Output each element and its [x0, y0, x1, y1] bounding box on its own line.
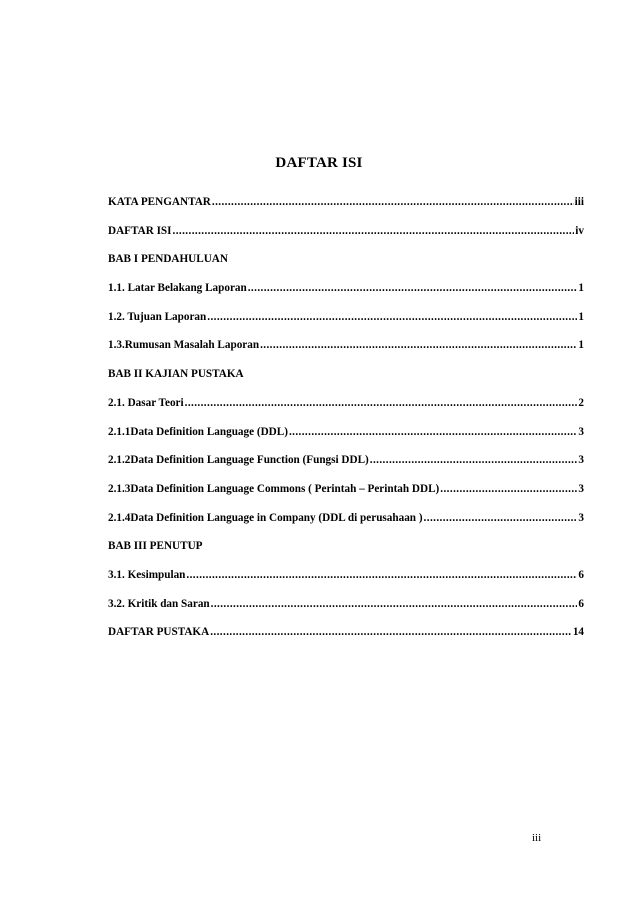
toc-entry-page: iii: [574, 196, 584, 208]
toc-leader-dots: [210, 626, 572, 638]
toc-entry-label: KATA PENGANTAR: [108, 196, 211, 208]
toc-leader-dots: [248, 282, 578, 294]
toc-entry-2-1-3: [108, 483, 584, 512]
toc-entry-daftar-pustaka: [108, 626, 584, 655]
toc-entry-3-1: [108, 569, 584, 598]
toc-entry-page: 2: [578, 396, 584, 409]
toc-entry-page: 1: [578, 310, 584, 323]
toc-entry-2-1: [108, 397, 584, 426]
toc-leader-dots: [424, 512, 578, 524]
toc-entry-1-1: [108, 282, 584, 311]
toc-leader-dots: [289, 426, 577, 438]
toc-entry-label: 3.1. Kesimpulan: [108, 568, 186, 581]
toc-entry-label: 2.1.1Data Definition Language (DDL): [108, 425, 288, 438]
toc-entry-page: 3: [578, 511, 584, 524]
toc-entry-label: 1.3.Rumusan Masalah Laporan: [108, 339, 260, 352]
toc-entry-page: 1: [578, 339, 584, 352]
table-of-contents: [108, 196, 584, 655]
toc-leader-dots: [212, 196, 574, 208]
page-title: DAFTAR ISI: [275, 155, 363, 171]
page-number: iii: [532, 832, 542, 844]
toc-entry-2-1-2: [108, 454, 584, 483]
toc-entry-label: 2.1.3Data Definition Language Commons ( Perintah – Perintah DDL): [108, 482, 440, 495]
toc-entry-daftar-isi: [108, 225, 584, 254]
toc-leader-dots: [207, 311, 577, 323]
toc-heading-label: BAB I PENDAHULUAN: [108, 253, 228, 266]
toc-entry-1-3: [108, 339, 584, 368]
toc-entry-3-2: [108, 598, 584, 627]
toc-leader-dots: [186, 569, 577, 581]
toc-heading-label: BAB III PENUTUP: [108, 540, 203, 553]
toc-entry-label: 1.2. Tujuan Laporan: [108, 310, 207, 323]
toc-entry-page: 6: [578, 568, 584, 581]
toc-entry-label: DAFTAR PUSTAKA: [108, 626, 210, 639]
toc-entry-label: 2.1. Dasar Teori: [108, 396, 184, 409]
toc-leader-dots: [260, 339, 577, 351]
toc-heading-bab-3: [108, 540, 584, 569]
toc-leader-dots: [370, 454, 578, 466]
toc-leader-dots: [173, 225, 575, 237]
toc-entry-page: 1: [578, 282, 584, 295]
toc-entry-1-2: [108, 311, 584, 340]
toc-entry-2-1-1: [108, 426, 584, 455]
toc-entry-label: 2.1.2Data Definition Language Function (Fungsi DDL): [108, 454, 369, 467]
toc-entry-kata-pengantar: [108, 196, 584, 225]
toc-heading-bab-2: [108, 368, 584, 397]
toc-heading-label: BAB II KAJIAN PUSTAKA: [108, 368, 244, 381]
toc-entry-page: 3: [578, 425, 584, 438]
toc-entry-page: 14: [572, 626, 584, 639]
toc-leader-dots: [440, 483, 577, 495]
toc-entry-page: iv: [575, 224, 584, 237]
toc-entry-label: 2.1.4Data Definition Language in Company (DDL di perusahaan ): [108, 511, 423, 524]
toc-entry-page: 3: [578, 482, 584, 495]
toc-entry-page: 3: [578, 454, 584, 467]
toc-entry-label: DAFTAR ISI: [108, 224, 172, 237]
toc-entry-label: 3.2. Kritik dan Saran: [108, 597, 210, 610]
toc-heading-bab-1: [108, 253, 584, 282]
toc-entry-2-1-4: [108, 512, 584, 541]
toc-entry-page: 6: [578, 597, 584, 610]
toc-leader-dots: [211, 598, 578, 610]
toc-entry-label: 1.1. Latar Belakang Laporan: [108, 282, 247, 295]
toc-leader-dots: [185, 397, 578, 409]
